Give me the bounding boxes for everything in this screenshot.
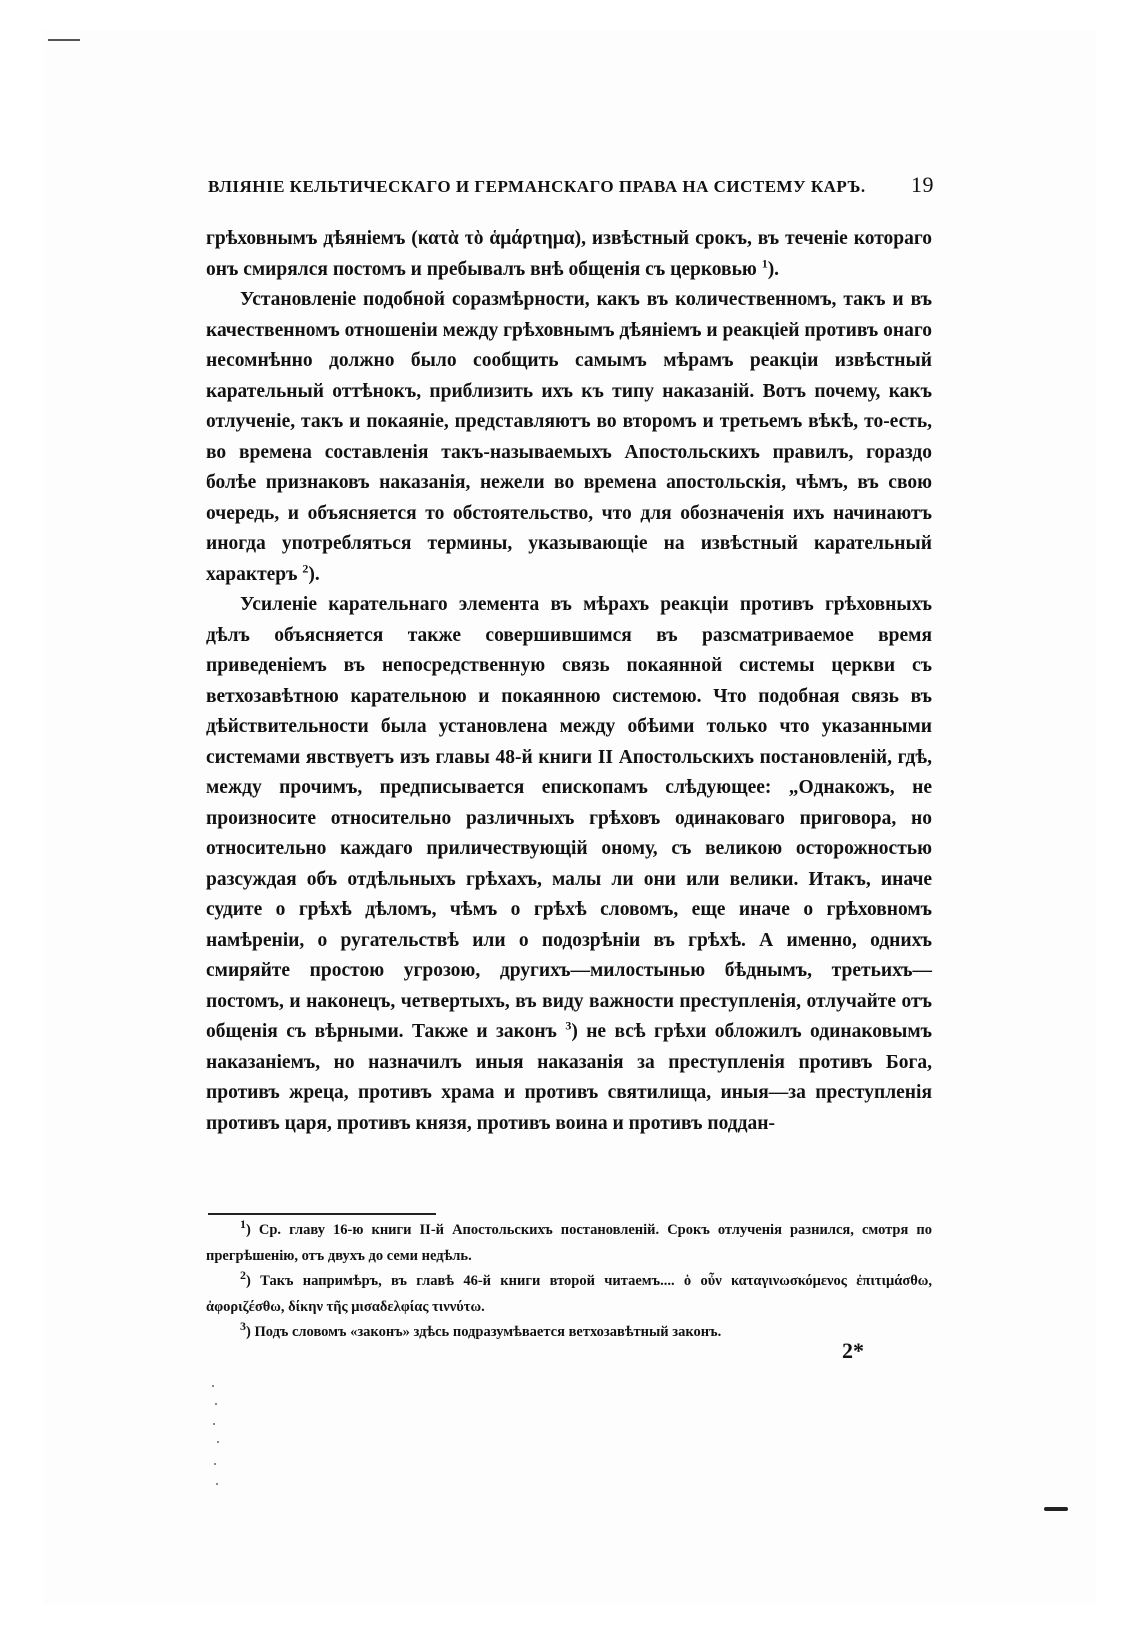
paragraph-text: ). xyxy=(308,563,320,585)
footnotes xyxy=(206,1218,932,1346)
footnote-ref: 1 xyxy=(761,256,768,270)
footnote-2 xyxy=(206,1269,932,1320)
footnote-mark: 2 xyxy=(240,1268,246,1283)
footnote-divider xyxy=(208,1213,436,1215)
paragraph-text: ) не всѣ грѣхи обложилъ одинаковымъ наказаніемъ, но назначилъ иныя наказанія за преступленія противъ Бога, противъ жреца, противъ храма и противъ святилища, иныя—за преступленія противъ царя, противъ князя, противъ воина и противъ поддан- xyxy=(206,1021,932,1134)
footnote-mark: 1 xyxy=(240,1217,246,1232)
paragraph-text: ). xyxy=(767,258,780,280)
footnote-text: ) Ср. главу 16-ю книги II-й Апостольскихъ постановленій. Срокъ отлученія разнился, смотря по прегрѣшенію, отъ двухъ до семи недѣль. xyxy=(206,1222,932,1264)
paragraph-text: Усиленіе карательнаго элемента въ мѣрахъ реакціи противъ грѣховныхъ дѣлъ объясняется также совершившимся въ разсматриваемое время приведеніемъ въ непосредственную связь покаянной системы церкви съ ветхозавѣтною карательною и покаянною системою. Что подобная связь въ дѣйствительности была установлена между обѣими только что указанными системами явствуетъ изъ главы 48-й книги II Апостольскихъ постановленій, гдѣ, между прочимъ, предписывается епископамъ слѣдующее: „Однакожъ, не произносите относительно различныхъ грѣховъ одинаковаго приговора, но относительно каждаго приличествующій оному, съ великою осторожностью разсуждая объ отдѣльныхъ грѣхахъ, малы ли они или велики. Итакъ, иначе судите о грѣхѣ дѣломъ, чѣмъ о грѣхѣ словомъ, еще иначе о грѣховномъ намѣреніи, о ругательствѣ или о подозрѣніи въ грѣхѣ. А именно, однихъ смиряйте простою угрозою, другихъ—милостынью бѣднымъ, третьихъ—постомъ, и наконецъ, четвертыхъ, въ виду важности преступленія, отлучайте отъ общенія съ вѣрными. Также и законъ xyxy=(206,594,932,1042)
footnote-text: ) Такъ напримѣръ, въ главѣ 46-й книги второй читаемъ.... ὁ οὖν καταγινωσκόμενος ἐπιτιμάσθω, ἀφοριζέσθω, δίκην τῆς μισαδελφίας τιννύτω. xyxy=(206,1273,932,1315)
running-title: ВЛІЯНІЕ КЕЛЬТИЧЕСКАГО И ГЕРМАНСКАГО ПРАВА НА СИСТЕМУ КАРЪ. xyxy=(208,177,866,196)
page-number: 19 xyxy=(911,172,934,197)
scan-dust-marks xyxy=(212,1385,226,1495)
footnote-ref: 2 xyxy=(302,561,309,575)
footnote-text: ) Подъ словомъ «законъ» здѣсь подразумѣвается ветхозавѣтный законъ. xyxy=(246,1324,722,1340)
scan-artifact-right xyxy=(1044,1507,1068,1511)
main-text xyxy=(206,224,932,1139)
footnote-ref: 3 xyxy=(565,1018,572,1033)
footnote-3 xyxy=(206,1320,932,1346)
footnote-1 xyxy=(206,1218,932,1269)
scan-artifact-top xyxy=(48,39,80,41)
paragraph-1 xyxy=(206,224,932,285)
footnote-mark: 3 xyxy=(240,1319,246,1334)
paragraph-2 xyxy=(206,285,932,590)
running-header xyxy=(208,172,934,206)
paragraph-3 xyxy=(206,590,932,1139)
paragraph-text: грѣховнымъ дѣяніемъ (κατὰ τὸ ἁμάρτημα), извѣстный срокъ, въ теченіе котораго онъ смирялся постомъ и пребывалъ внѣ общенія съ церковью xyxy=(206,228,932,280)
paragraph-text: Установленіе подобной соразмѣрности, какъ въ количественномъ, такъ и въ качественномъ отношеніи между грѣховнымъ дѣяніемъ и реакціей противъ онаго несомнѣнно должно было сообщить самымъ мѣрамъ реакціи извѣстный карательный оттѣнокъ, приблизить ихъ къ типу наказаній. Вотъ почему, какъ отлученіе, такъ и покаяніе, представляютъ во второмъ и третьемъ вѣкѣ, то-есть, во времена составленія такъ-называемыхъ Апостольскихъ правилъ, гораздо болѣе признаковъ наказанія, нежели во времена апостольскія, чѣмъ, въ свою очередь, и объясняется то обстоятельство, что для обозначенія ихъ начинаютъ иногда употребляться термины, указывающіе на извѣстный карательный характеръ xyxy=(206,289,932,585)
signature-mark: 2* xyxy=(842,1338,864,1363)
